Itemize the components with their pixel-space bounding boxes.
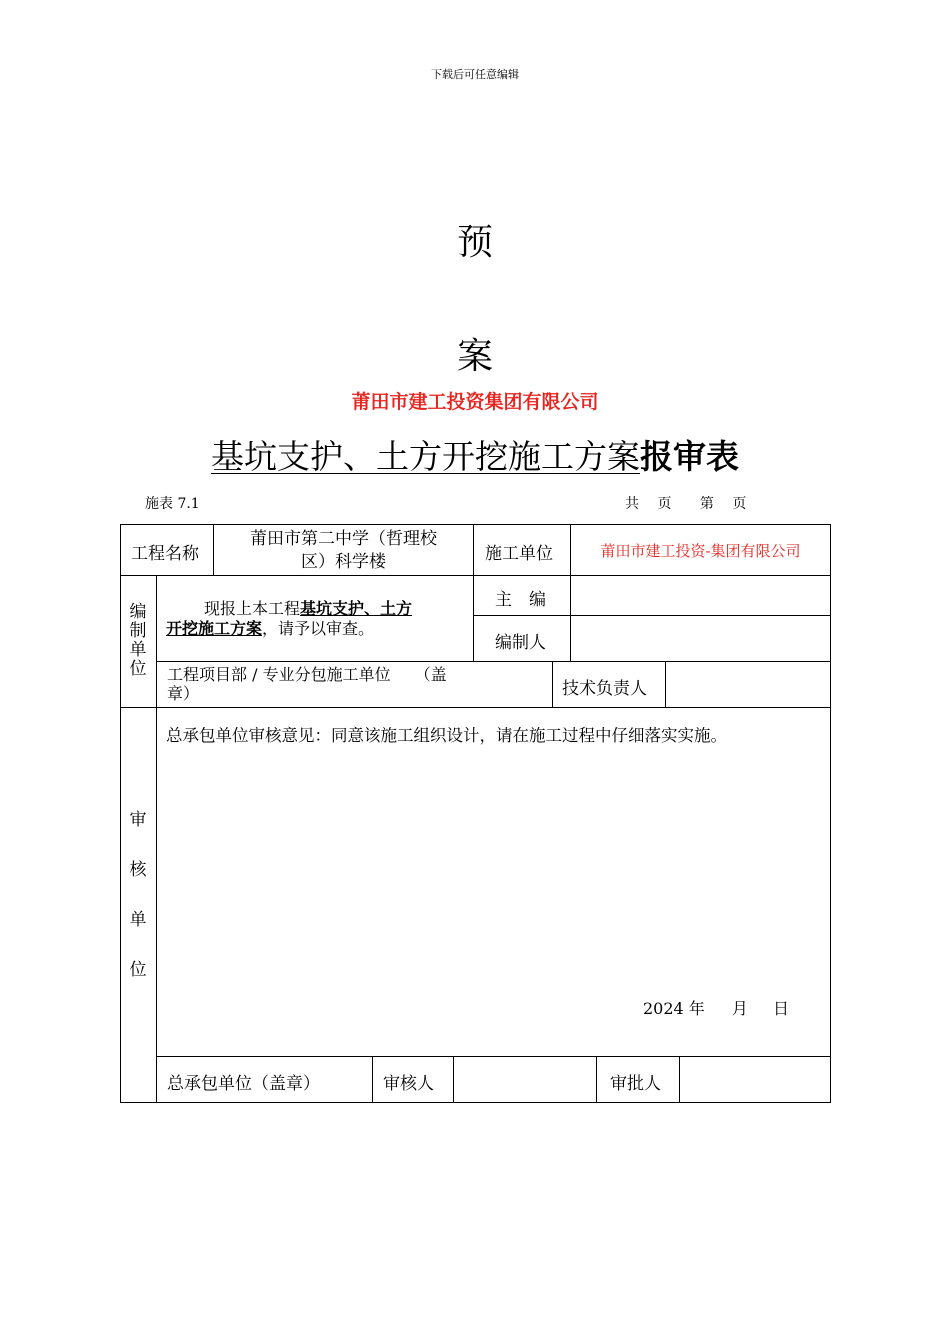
divider [453, 1056, 454, 1103]
big-char-yu: 预 [456, 222, 493, 263]
project-department [167, 665, 447, 703]
compile-unit-char: 单 [129, 640, 147, 660]
review-unit-char: 核 [129, 860, 147, 880]
divider [120, 707, 831, 708]
divider [473, 615, 831, 616]
project-name-line1: 莆田市第二中学（哲理校 [250, 529, 437, 549]
pager-page-label-2: 页 [732, 496, 747, 512]
compile-unit-char: 编 [129, 602, 147, 622]
divider [596, 1056, 597, 1103]
divider [679, 1056, 680, 1103]
project-name-value [214, 528, 473, 574]
project-name-label: 工程名称 [131, 544, 199, 564]
reviewer-label: 审核人 [383, 1074, 434, 1094]
divider [120, 575, 831, 576]
submit-suffix: ，请予以审查。 [262, 619, 375, 638]
divider [552, 661, 553, 708]
table-border-bottom [120, 1102, 831, 1103]
page-title [0, 436, 950, 478]
pager-page-label: 页 [657, 496, 672, 512]
review-unit-char: 审 [129, 810, 147, 830]
project-name-line2: 区）科学楼 [301, 552, 386, 572]
title-main: 基坑支护、土方开挖施工方案 [211, 437, 640, 476]
compile-unit-label [128, 603, 148, 679]
header-note: 下载后可任意编辑 [431, 68, 519, 81]
divider [156, 1056, 831, 1057]
review-unit-char: 位 [129, 960, 147, 980]
pager-total-label: 共 [625, 496, 639, 512]
compile-unit-char: 位 [129, 659, 147, 679]
review-unit-char: 单 [129, 910, 147, 930]
compiler-label: 编制人 [495, 633, 546, 653]
submit-scheme-part1: 基坑支护、土方 [300, 599, 413, 618]
divider [156, 661, 831, 662]
date-month: 月 [731, 999, 748, 1018]
date-year: 2024 年 [643, 999, 705, 1018]
divider [473, 524, 474, 661]
construction-unit-label: 施工单位 [485, 544, 553, 564]
title-suffix: 报审表 [640, 437, 739, 476]
construction-unit-value: 莆田市建工投资-集团有限公司 [600, 542, 801, 560]
tech-lead-label: 技术负责人 [562, 679, 647, 699]
date-day: 日 [773, 999, 790, 1018]
table-border-top [120, 524, 831, 525]
approver-label: 审批人 [610, 1074, 661, 1094]
divider [665, 661, 666, 708]
big-char-an: 案 [456, 336, 493, 377]
submit-prefix: 现报上本工程 [204, 599, 301, 618]
divider [372, 1056, 373, 1103]
table-border-left [120, 524, 121, 1103]
general-contractor-label: 总承包单位（盖章） [167, 1074, 320, 1094]
project-dept-line1: 工程项目部 / 专业分包施工单位 （盖 [167, 665, 447, 684]
review-opinion: 总承包单位审核意见：同意该施工组织设计，请在施工过程中仔细落实实施。 [166, 726, 727, 745]
submission-statement [166, 599, 471, 639]
project-dept-line2: 章） [167, 684, 200, 703]
pager-current-label: 第 [699, 496, 714, 512]
submit-scheme-part2: 开挖施工方案 [166, 619, 263, 638]
review-date [643, 996, 789, 1019]
table-border-right [830, 524, 831, 1103]
chief-editor-label: 主 编 [495, 590, 546, 610]
review-unit-label [128, 795, 148, 995]
form-number: 施表 7.1 [145, 496, 200, 512]
compile-unit-char: 制 [129, 621, 147, 641]
company-name: 莆田市建工投资集团有限公司 [351, 391, 599, 413]
divider [156, 575, 157, 1103]
page-counter [625, 493, 760, 513]
